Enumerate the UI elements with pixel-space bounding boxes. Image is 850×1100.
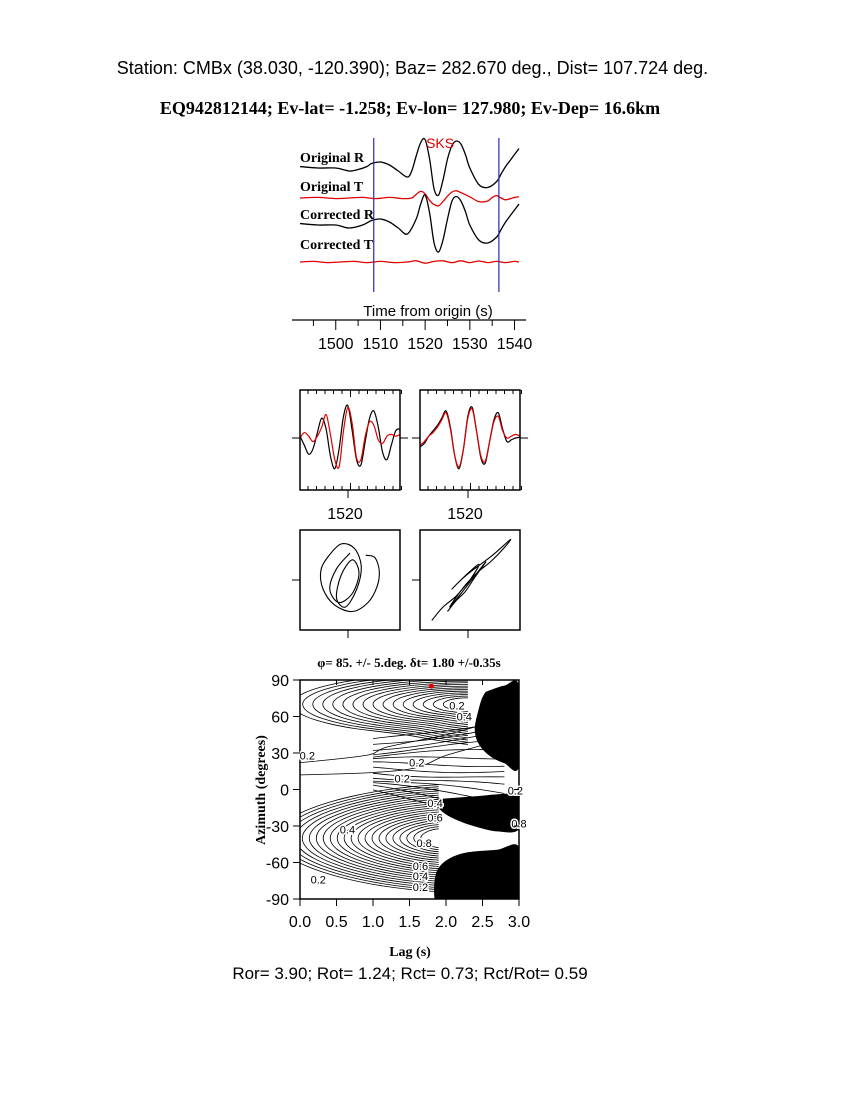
time-tick-label: 1540 [496,336,533,353]
azimuth-tick-label: 0 [280,782,289,800]
time-tick-label: 1530 [452,336,488,353]
contour-line-middle [373,767,504,773]
waveform-tick-label: 1520 [447,506,483,523]
contour-label: 0.4 [456,711,472,724]
seismogram-panel [292,135,532,353]
lag-tick-label: 0.5 [325,914,348,931]
azimuth-tick-label: -60 [265,855,289,873]
contour-lines [274,673,525,903]
contour-label: 0.2 [394,773,410,786]
azimuth-axis-label: Azimuth (degrees) [254,735,269,845]
contour-label: 0.8 [511,818,527,831]
lag-tick-label: 2.5 [471,914,494,931]
time-tick-label: 1510 [362,336,399,353]
ratio-summary: Ror= 3.90; Rot= 1.24; Rct= 0.73; Rct/Rot= 0.59 [232,964,588,983]
contour-label: 0.2 [310,874,326,887]
contour-label: 0.2 [409,757,425,770]
contour-line-middle [373,762,504,767]
lag-tick-label: 3.0 [507,914,531,931]
time-tick-label: 1520 [407,336,443,353]
window-markers [374,138,499,292]
contour-label: 0.4 [427,797,443,810]
particle-motion-panel-corrected [412,530,520,638]
error-surface-panel [254,655,530,960]
trace-label-0: Original R [300,151,365,166]
time-tick-label: 1500 [317,336,354,353]
lag-tick-label: 1.0 [361,914,385,931]
azimuth-tick-label: 30 [271,746,289,763]
azimuth-tick-label: 90 [271,673,289,690]
trace-corrected-t [300,261,519,263]
lag-tick-label: 1.5 [398,914,421,931]
waveform-panel-corrected [412,390,528,523]
particle-motion-trace [432,539,511,620]
contour-label: 0.2 [412,881,429,894]
contour-label: 0.4 [339,824,356,837]
contour-line-middle [373,773,504,777]
phase-label-sks: SKS [426,135,455,151]
waveform-traces-original [300,405,400,469]
contour-label: 0.6 [427,812,443,825]
contour-label: 0.2 [299,750,315,763]
azimuth-tick-label: -30 [265,819,289,836]
contour-line-middle [373,778,504,784]
saturated-region-0 [435,845,526,903]
contour-label: 0.2 [507,785,523,798]
waveform-traces-corrected [420,407,520,469]
time-axis [292,320,532,353]
waveform-panel-original [292,390,408,523]
waveform-black [420,407,520,469]
time-axis-label: Time from origin (s) [363,303,493,320]
station-info: Station: CMBx (38.030, -120.390); Baz= 282.670 deg., Dist= 107.724 deg. [116,58,709,78]
waveform-overlay-panels [292,390,528,523]
trace-label-3: Corrected T [300,238,373,253]
contour-label: 0.2 [449,700,465,713]
particle-motion-panels [292,530,520,638]
event-info: EQ942812144; Ev-lat= -1.258; Ev-lon= 127.980; Ev-Dep= 16.6km [159,98,661,118]
waveform-tick-label: 1520 [327,506,363,523]
error-surface-title: φ= 85. +/- 5.deg. δt= 1.80 +/-0.35s [317,655,501,670]
trace-label-1: Original T [300,180,364,195]
lag-tick-label: 2.0 [434,914,458,931]
azimuth-tick-label: 60 [271,709,289,727]
contour-label: 0.4 [412,870,429,883]
waveform-frame [420,390,520,490]
contour-label: 0.6 [412,861,429,874]
trace-labels [300,151,375,253]
particle-motion-panel-original [292,530,400,638]
contour-line-open [300,743,490,775]
best-fit-marker [429,684,434,689]
contour-label: 0.8 [416,838,432,851]
lag-tick-label: 0.0 [288,914,312,931]
azimuth-tick-label: -90 [265,892,289,909]
contour-line-middle [373,781,504,793]
particle-motion-trace [320,544,379,612]
lag-axis-label: Lag (s) [389,945,431,960]
trace-label-2: Corrected R [300,208,374,223]
